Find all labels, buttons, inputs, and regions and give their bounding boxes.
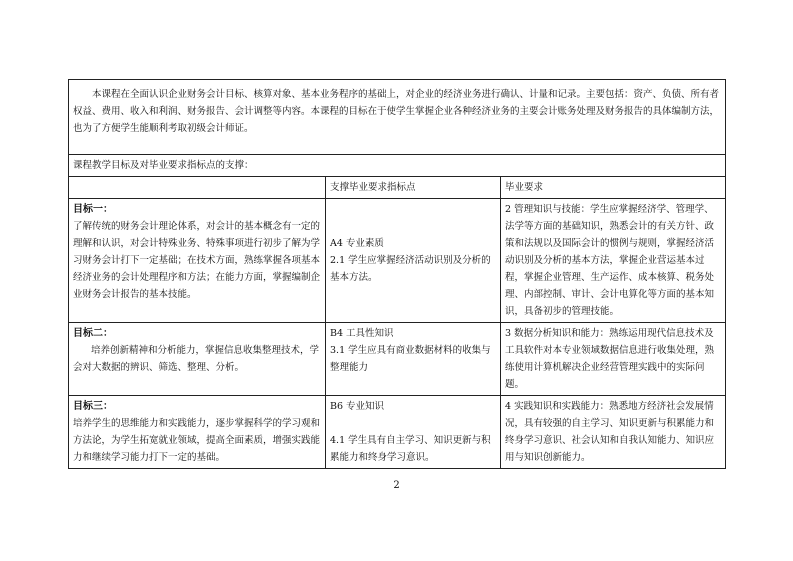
indicator-cell [326,323,501,396]
header-indicator: 支撑毕业要求指标点 [326,177,501,199]
indicator-body: 4.1 学生具有自主学习、知识更新与积累能力和终身学习意识。 [330,435,491,463]
indicator-title: B6 专业知识 [330,401,385,412]
table-row [69,199,726,323]
page-number: 2 [393,480,400,491]
goal-cell [69,323,326,396]
requirement-cell: 2 管理知识与技能：学生应掌握经济学、管理学、法学等方面的基础知识，熟悉会计的有关方针、政策和法规以及国际会计的惯例与规则，掌握经济活动识别及分析的基本方法，掌握企业营运基本过程，掌握企业管理、生产运作、成本核算、税务处理、内部控制、审计、会计电算化等方面的基本知识，具备初步的管理技能。 [501,199,726,323]
header-requirement: 毕业要求 [501,177,726,199]
indicator-cell [326,199,501,323]
header-cell-empty [69,177,326,199]
header-row [69,177,726,199]
intro-row [69,80,726,155]
indicator-body: 2.1 学生应掌握经济活动识别及分析的基本方法。 [330,255,491,283]
requirement-cell: 4 实践知识和实践能力：熟悉地方经济社会发展情况，具有较强的自主学习、知识更新与积累能力和终身学习意识、社会认知和自我认知能力、知识应用与知识创新能力。 [501,396,726,469]
goal-body: 了解传统的财务会计理论体系，对会计的基本概念有一定的理解和认识，对会计特殊业务、特殊事项进行初步了解为学习财务会计打下一定基础；在技术方面，熟练掌握各项基本经济业务的会计处理程序和方法；在能力方面，掌握编制企业财务会计报告的基本技能。 [73,221,321,300]
goal-body: 培养创新精神和分析能力，掌握信息收集整理技术，学会对大数据的辨识、筛选、整理、分析。 [73,345,320,373]
goal-title: 目标三： [73,401,113,412]
goal-cell [69,396,326,469]
goal-title: 目标二： [73,328,113,339]
intro-text: 本课程在全面认识企业财务会计目标、核算对象、基本业务程序的基础上，对企业的经济业务进行确认、计量和记录。主要包括：资产、负债、所有者权益、费用、收入和利润、财务报告、会计调整等内容。本课程的目标在于使学生掌握企业各种经济业务的主要会计账务处理及财务报告的具体编制方法，也为了方便学生能顺利考取初级会计师证。 [73,89,720,134]
requirement-cell: 3 数据分析知识和能力：熟练运用现代信息技术及工具软件对本专业领域数据信息进行收集处理，熟练使用计算机解决企业经营管理实践中的实际问题。 [501,323,726,396]
table-row [69,396,726,469]
goal-body: 培养学生的思维能力和实践能力，逐步掌握科学的学习观和方法论，为学生拓宽就业领域，提高全面素质，增强实践能力和继续学习能力打下一定的基础。 [73,418,321,463]
caption-row [69,155,726,177]
indicator-cell [326,396,501,469]
table-caption: 课程教学目标及对毕业要求指标点的支撑： [69,155,726,177]
table-row [69,323,726,396]
indicator-body: 3.1 学生应具有商业数据材料的收集与整理能力 [330,345,491,373]
course-objectives-table [68,79,726,469]
indicator-title: A4 专业素质 [330,238,384,249]
intro-cell [69,80,726,155]
goal-title: 目标一： [73,204,113,215]
goal-cell [69,199,326,323]
indicator-title: B4 工具性知识 [330,328,394,339]
